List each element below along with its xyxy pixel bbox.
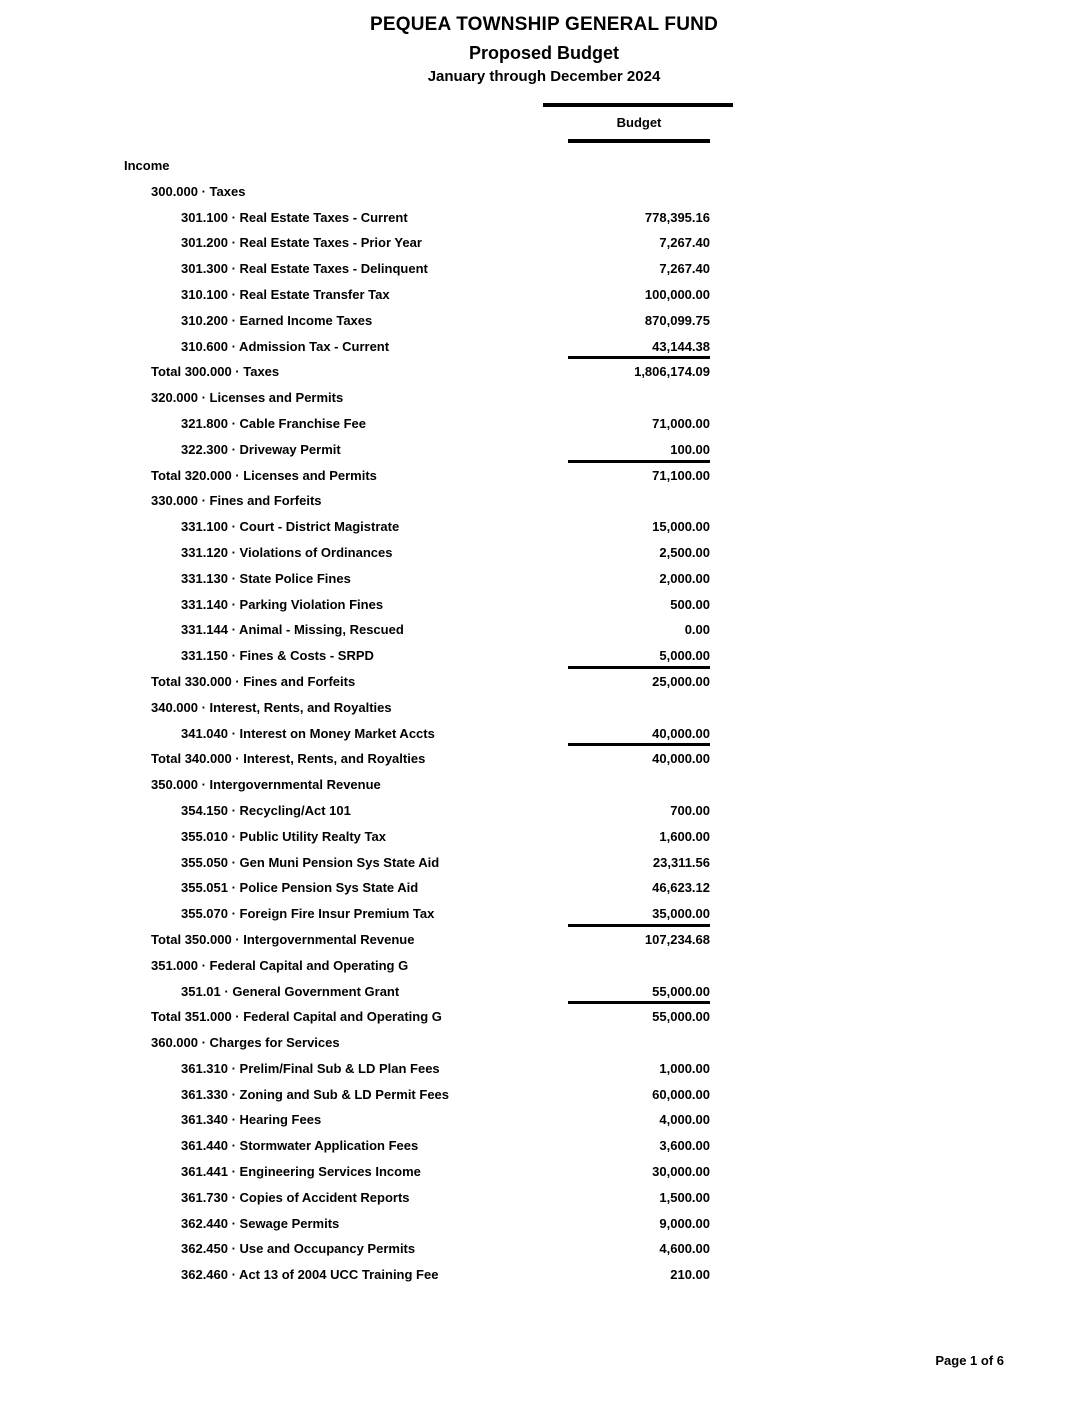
line-item-amount: 210.00: [670, 1267, 710, 1283]
total-row: [0, 359, 1088, 385]
total-row: [0, 463, 1088, 489]
line-item-label: 361.330 · Zoning and Sub & LD Permit Fees: [181, 1086, 450, 1102]
line-item-label: 361.440 · Stormwater Application Fees: [181, 1138, 419, 1154]
line-item-label: 331.150 · Fines & Costs - SRPD: [181, 648, 374, 664]
table-row: [0, 540, 1088, 566]
line-item-amount: 5,000.00: [659, 648, 710, 664]
line-item-amount: 55,000.00: [652, 983, 710, 999]
table-row: [0, 230, 1088, 256]
page-title: PEQUEA TOWNSHIP GENERAL FUND: [370, 14, 718, 35]
line-item-label: 362.460 · Act 13 of 2004 UCC Training Fee: [181, 1267, 439, 1283]
table-row: [0, 1056, 1088, 1082]
table-row: [0, 875, 1088, 901]
line-item-label: 300.000 · Taxes: [151, 183, 246, 199]
line-item-amount: 1,000.00: [659, 1060, 710, 1076]
line-item-label: 331.140 · Parking Violation Fines: [181, 596, 384, 612]
table-row: [0, 1159, 1088, 1185]
line-item-amount: 71,100.00: [652, 467, 710, 483]
line-item-label: 354.150 · Recycling/Act 101: [181, 802, 351, 818]
table-row: [0, 256, 1088, 282]
line-item-label: 322.300 · Driveway Permit: [181, 441, 341, 457]
total-row: [0, 1004, 1088, 1030]
report-subtitle: Proposed Budget: [468, 43, 619, 63]
line-item-label: 330.000 · Fines and Forfeits: [151, 493, 322, 509]
table-row: [0, 1262, 1088, 1288]
line-item-amount: 870,099.75: [644, 312, 710, 328]
line-item-label: 361.730 · Copies of Accident Reports: [181, 1189, 410, 1205]
page-footer: Page 1 of 6: [935, 1353, 1004, 1368]
line-item-label: 340.000 · Interest, Rents, and Royalties: [151, 699, 392, 715]
header-rule-top: [543, 103, 733, 107]
line-item-label: 351.01 · General Government Grant: [181, 983, 400, 999]
line-item-amount: 43,144.38: [652, 338, 710, 354]
line-item-amount: 9,000.00: [659, 1215, 710, 1231]
line-item-label: Total 350.000 · Intergovernmental Revenue: [151, 931, 415, 947]
line-item-amount: 4,000.00: [659, 1112, 710, 1128]
table-row: [0, 566, 1088, 592]
line-item-label: Total 330.000 · Fines and Forfeits: [151, 673, 356, 689]
section-header-row: [0, 953, 1088, 979]
section-header-row: [0, 695, 1088, 721]
table-row: [0, 824, 1088, 850]
line-item-amount: 30,000.00: [652, 1164, 710, 1180]
table-row: [0, 643, 1088, 669]
header-rule-bottom: [568, 139, 710, 143]
table-row: [0, 1185, 1088, 1211]
total-row: [0, 927, 1088, 953]
table-row: [0, 437, 1088, 463]
line-item-amount: 25,000.00: [652, 673, 710, 689]
line-item-label: Income: [124, 158, 170, 173]
table-row: [0, 1236, 1088, 1262]
table-row: [0, 282, 1088, 308]
line-item-amount: 7,267.40: [659, 235, 710, 251]
line-item-amount: 15,000.00: [652, 519, 710, 535]
table-row: [0, 514, 1088, 540]
line-item-label: 320.000 · Licenses and Permits: [151, 390, 344, 406]
line-item-label: 301.100 · Real Estate Taxes - Current: [181, 209, 408, 225]
line-item-label: Total 300.000 · Taxes: [151, 364, 280, 380]
line-item-label: 361.310 · Prelim/Final Sub & LD Plan Fees: [181, 1060, 440, 1076]
line-item-amount: 1,600.00: [659, 828, 710, 844]
table-row: [0, 901, 1088, 927]
budget-line-items: [0, 153, 1088, 1288]
line-item-label: 331.120 · Violations of Ordinances: [181, 544, 393, 560]
line-item-amount: 100.00: [670, 441, 710, 457]
line-item-label: 355.070 · Foreign Fire Insur Premium Tax: [181, 906, 435, 922]
line-item-label: 355.010 · Public Utility Realty Tax: [181, 828, 386, 844]
line-item-label: 310.100 · Real Estate Transfer Tax: [181, 286, 390, 302]
line-item-label: Total 340.000 · Interest, Rents, and Royalties: [151, 751, 426, 767]
line-item-amount: 3,600.00: [659, 1138, 710, 1154]
report-period: January through December 2024: [427, 68, 661, 85]
line-item-amount: 2,500.00: [659, 544, 710, 560]
line-item-label: 301.200 · Real Estate Taxes - Prior Year: [181, 235, 422, 251]
table-row: [0, 1107, 1088, 1133]
table-row: [0, 308, 1088, 334]
table-row: [0, 850, 1088, 876]
line-item-label: 361.340 · Hearing Fees: [181, 1112, 322, 1128]
total-row: [0, 669, 1088, 695]
line-item-amount: 500.00: [670, 596, 710, 612]
section-header-row: [0, 1030, 1088, 1056]
table-row: [0, 721, 1088, 747]
line-item-amount: 7,267.40: [659, 261, 710, 277]
line-item-amount: 700.00: [670, 802, 710, 818]
line-item-amount: 2,000.00: [659, 570, 710, 586]
line-item-amount: 35,000.00: [652, 906, 710, 922]
section-header-row: [0, 488, 1088, 514]
line-item-amount: 0.00: [684, 622, 710, 638]
report-title-block: [0, 0, 1088, 87]
line-item-label: 361.441 · Engineering Services Income: [181, 1164, 421, 1180]
line-item-label: 355.050 · Gen Muni Pension Sys State Aid: [181, 854, 440, 870]
line-item-label: 310.600 · Admission Tax - Current: [181, 338, 390, 354]
table-row: [0, 1082, 1088, 1108]
table-row: [0, 1133, 1088, 1159]
table-row: [0, 205, 1088, 231]
table-row: [0, 979, 1088, 1005]
table-row: [0, 1211, 1088, 1237]
line-item-label: Total 320.000 · Licenses and Permits: [151, 467, 377, 483]
section-header-row: [0, 179, 1088, 205]
line-item-amount: 778,395.16: [644, 209, 710, 225]
line-item-amount: 4,600.00: [659, 1241, 710, 1257]
line-item-label: 321.800 · Cable Franchise Fee: [181, 415, 366, 431]
line-item-label: 362.450 · Use and Occupancy Permits: [181, 1241, 416, 1257]
line-item-amount: 55,000.00: [652, 1009, 710, 1025]
section-header-row: [0, 385, 1088, 411]
table-row: [0, 411, 1088, 437]
line-item-amount: 71,000.00: [652, 415, 710, 431]
line-item-amount: 1,806,174.09: [634, 364, 710, 380]
total-row: [0, 746, 1088, 772]
line-item-amount: 46,623.12: [652, 880, 710, 896]
line-item-amount: 40,000.00: [652, 751, 710, 767]
table-row: [0, 617, 1088, 643]
line-item-amount: 1,500.00: [659, 1189, 710, 1205]
table-row: [0, 592, 1088, 618]
line-item-label: 331.144 · Animal - Missing, Rescued: [181, 622, 404, 638]
table-row: [0, 334, 1088, 360]
line-item-label: 350.000 · Intergovernmental Revenue: [151, 777, 381, 793]
line-item-label: 351.000 · Federal Capital and Operating G: [151, 957, 409, 973]
line-item-label: 341.040 · Interest on Money Market Accts: [181, 725, 435, 741]
section-header-row: [0, 153, 1088, 179]
line-item-label: 362.440 · Sewage Permits: [181, 1215, 340, 1231]
line-item-label: 355.051 · Police Pension Sys State Aid: [181, 880, 419, 896]
line-item-label: 331.100 · Court - District Magistrate: [181, 519, 400, 535]
section-header-row: [0, 772, 1088, 798]
line-item-amount: 100,000.00: [644, 286, 710, 302]
line-item-label: 331.130 · State Police Fines: [181, 570, 351, 586]
line-item-label: 360.000 · Charges for Services: [151, 1035, 340, 1051]
line-item-amount: 40,000.00: [652, 725, 710, 741]
line-item-label: 301.300 · Real Estate Taxes - Delinquent: [181, 261, 428, 277]
line-item-label: Total 351.000 · Federal Capital and Operating G: [151, 1009, 442, 1025]
line-item-label: 310.200 · Earned Income Taxes: [181, 312, 373, 328]
table-row: [0, 798, 1088, 824]
column-header-area: [0, 103, 1088, 147]
line-item-amount: 60,000.00: [652, 1086, 710, 1102]
line-item-amount: 107,234.68: [644, 931, 710, 947]
line-item-amount: 23,311.56: [652, 854, 710, 870]
column-header-budget: Budget: [616, 115, 662, 130]
